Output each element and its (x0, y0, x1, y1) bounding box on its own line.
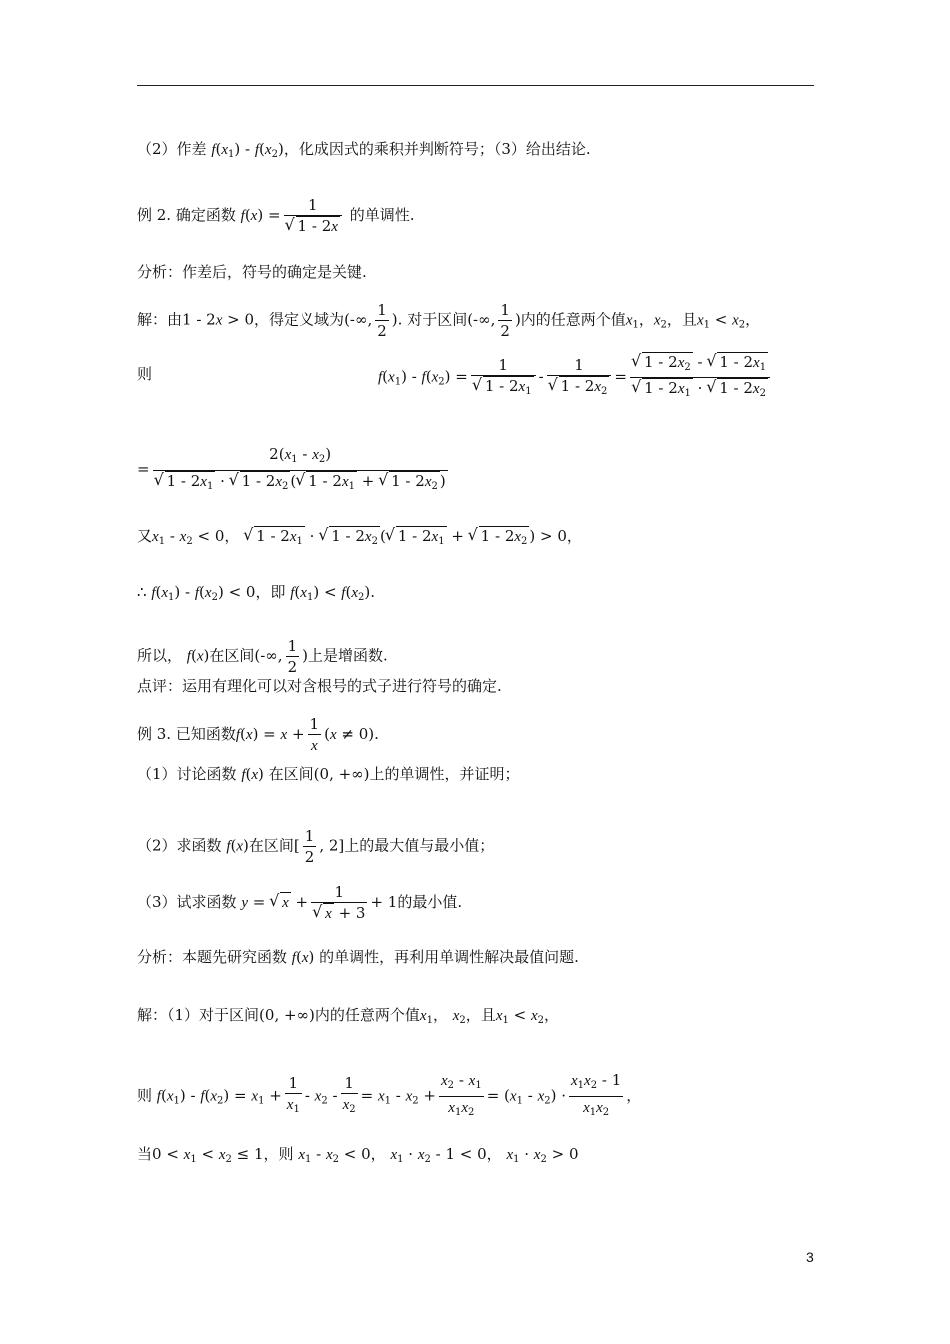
text: 解：由 (137, 310, 183, 329)
question-1: （1）讨论函数 f(x) 在区间(0, +∞)上的单调性，并证明； (137, 765, 520, 783)
text: （2）作差 (137, 140, 207, 158)
text: 的单调性，再利用单调性解决最值问题. (319, 948, 579, 966)
therefore-line: ∴ $f(x_1) - f(x_2) < 0$，即 $f(x_1) < f(x_2)$. (137, 583, 375, 603)
text: 当 (137, 1145, 153, 1163)
solution-2-line: 解：由1 - 2x > 0，得定义域为(-∞, $\frac{1}{2}$ ). 对于区间(-∞, $\frac{1}{2}$ )内的任意两个值$x_1$，$x_2$，且$x_1 < x_2$， (137, 301, 761, 340)
text: ，得定义域为 (254, 310, 345, 329)
text: 内的任意两个值 (520, 310, 626, 329)
text: 则 (137, 1086, 153, 1105)
text: 例 3. 已知函数 (137, 725, 236, 743)
question-3: （3）试求函数 y = √ x + 1 √ x + 3 + 1的最小值. (137, 882, 462, 924)
rationalized-equation: = $2(x_1 - x_2)$ √ $1 - 2x_1$ · √ $1 - 2x_2$ (√ $1 - 2x_1$ + √ $1 - 2x_2$ ) (137, 444, 451, 496)
text: ，则 (263, 1145, 294, 1163)
example-3-line: 例 3. 已知函数f(x) = x + $\frac{1}{x}$ (x ≠ 0). (137, 715, 379, 754)
comment: 点评：运用有理化可以对含根号的式子进行符号的确定. (137, 677, 502, 695)
text: 上是增函数. (307, 646, 388, 665)
text: 上的单调性，并证明； (369, 765, 520, 783)
text: 解：（1）对于区间 (137, 1006, 260, 1024)
text: （3）试求函数 (137, 893, 237, 911)
text: （1）讨论函数 (137, 765, 237, 783)
text: 所以， (137, 646, 183, 665)
text: 在区间 (268, 765, 314, 783)
text: 的最小值. (397, 893, 463, 911)
you-line: 又$x_1 - x_2 < 0$， √ $1 - 2x_1$ · √ $1 - 2x_2$ (√ $1 - 2x_1$ + √ $1 - 2x_2$ ) > 0， (137, 526, 582, 552)
page-number: 3 (806, 1249, 814, 1265)
text: 例 2. 确定函数 (137, 206, 236, 224)
step-2-line: （2）作差 $f(x_1) - f(x_2)$，化成因式的乘积并判断符号；（3）给出结论. (137, 140, 591, 160)
text: ，且 (465, 1006, 496, 1024)
text: 在区间 (209, 646, 255, 665)
solution-3-line: 解：（1）对于区间(0, +∞)内的任意两个值$x_1$， $x_2$，且$x_1 < x_2$， (137, 1006, 560, 1026)
solution-3-equation: 则 $f(x_1) - f(x_2) = x_1$ + $\frac{1}{x_1}$ - $x_2$ - $\frac{1}{x_2}$ = $x_1 - x_2$ + $\frac{x_2 - x_1}{x_1x_2}$ = $(x_1 - x_2)$ · $\frac{x_1x_2 - 1}{x_1x_2}$ ， (137, 1071, 642, 1118)
text: . 对于区间 (397, 310, 468, 329)
ze-label: 则 (137, 365, 153, 383)
text: 分析：本题先研究函数 (137, 948, 288, 966)
text: ，化成因式的乘积并判断符号；（3）给出结论. (283, 140, 591, 158)
text: 在区间 (248, 836, 294, 855)
question-2: （2）求函数 f(x)在区间[ $\frac{1}{2}$ , 2]上的最大值与最小值； (137, 827, 495, 866)
text: ，且 (666, 310, 697, 329)
diff-equation: $f(x_1) - f(x_2)$ = 1 √ $1 - 2x_1$ - 1 √ $1 - 2x_2$ = √ $1 - 2x_2$ - √ $1 - 2x_1$ √ $1 - 2x_1$ · √ $1 - 2x_2$ (378, 352, 773, 403)
analysis-3: 分析：本题先研究函数 f(x) 的单调性，再利用单调性解决最值问题. (137, 948, 579, 966)
analysis-2: 分析：作差后，符号的确定是关键. (137, 263, 367, 281)
text: （2）求函数 (137, 836, 222, 855)
case-line: 当$0 < x_1 < x_2 \le 1$，则 $x_1 - x_2 < 0$， $x_1 \cdot x_2 - 1 < 0$， $x_1 \cdot x_2 > 0$ (137, 1145, 579, 1165)
example-2-line: 例 2. 确定函数 f(x) = 1 √ 1 - 2x 的单调性. (137, 195, 414, 237)
header-rule (137, 85, 814, 86)
text: ，即 (255, 583, 286, 601)
conclusion-2: 所以， f(x)在区间(-∞, $\frac{1}{2}$ )上是增函数. (137, 637, 388, 676)
text: 上的最大值与最小值； (344, 836, 495, 855)
text: ∴ (137, 583, 147, 601)
text: 的单调性. (349, 206, 415, 224)
text: 又 (137, 527, 153, 545)
text: 内的任意两个值 (314, 1006, 420, 1024)
